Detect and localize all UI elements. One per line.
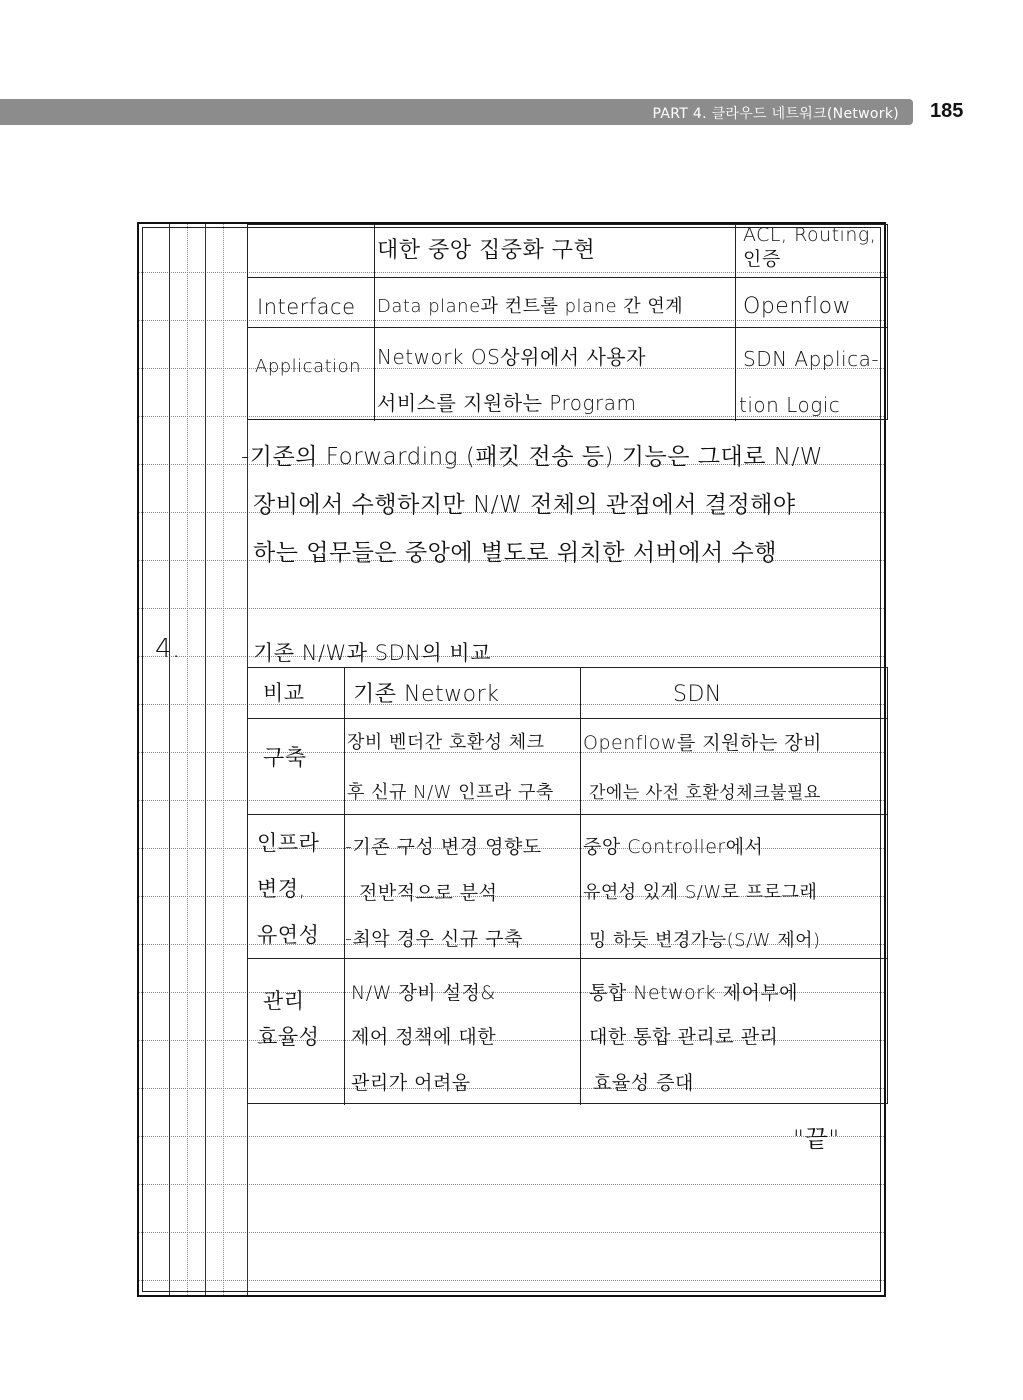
comparison-row1-label: 구축 — [263, 746, 307, 771]
section-number: 4. — [155, 634, 181, 664]
paragraph-line1: -기존의 Forwarding (패킷 전송 등) 기능은 그대로 N/W — [241, 444, 823, 470]
comparison-row2-existing-1: -기존 구성 변경 영향도 — [345, 836, 542, 858]
comparison-row2-sdn-2: 유연성 있게 S/W로 프로그래 — [583, 882, 818, 903]
top-row0-middle: 대한 중앙 집중화 구현 — [377, 238, 596, 263]
comparison-row3-existing-3: 관리가 어려움 — [351, 1072, 471, 1094]
page-number: 185 — [930, 100, 964, 122]
comparison-row1-sdn-1: Openflow를 지원하는 장비 — [583, 732, 822, 754]
comparison-header-existing: 기존 Network — [353, 682, 500, 707]
comparison-row1-sdn-2: 간에는 사전 호환성체크불필요 — [589, 783, 821, 803]
top-row1-left: Interface — [257, 295, 356, 319]
top-row2-middle1: Network OS상위에서 사용자 — [377, 345, 646, 369]
comparison-row2-label-1: 인프라 — [257, 831, 320, 855]
comparison-header-sdn: SDN — [673, 682, 722, 707]
comparison-row3-sdn-3: 효율성 증대 — [593, 1072, 694, 1094]
comparison-row3-existing-2: 제어 정책에 대한 — [351, 1026, 497, 1048]
top-row2-right1: SDN Applica- — [743, 347, 880, 371]
answer-sheet — [137, 222, 886, 1297]
paragraph-line3: 하는 업무들은 중앙에 별도로 위치한 서버에서 수행 — [253, 540, 777, 566]
comparison-row2-sdn-1: 중앙 Controller에서 — [583, 836, 764, 858]
comparison-row2-label-2: 변경, — [257, 877, 306, 901]
comparison-row3-sdn-1: 통합 Network 제어부에 — [589, 982, 799, 1004]
comparison-row2-existing-2: 전반적으로 분석 — [359, 882, 498, 904]
ruled-line — [139, 656, 884, 657]
top-row0-right1: ACL, Routing, — [743, 224, 877, 246]
margin-line — [169, 224, 170, 1295]
comparison-row3-label-2: 효율성 — [257, 1025, 320, 1049]
top-row0-right2: 인증 — [743, 248, 781, 270]
comparison-row2-sdn-3: 밍 하듯 변경가능(S/W 제어) — [589, 930, 821, 951]
comparison-row1-existing-2: 후 신규 N/W 인프라 구축 — [347, 782, 554, 803]
section-title: 기존 N/W과 SDN의 비교 — [253, 641, 491, 665]
top-row1-middle: Data plane과 컨트롤 plane 간 연계 — [377, 296, 684, 317]
header-label: PART 4. 클라우드 네트워크(Network) — [652, 106, 899, 122]
top-row2-left: Application — [255, 356, 362, 377]
margin-line — [205, 224, 206, 1295]
comparison-row2-label-3: 유연성 — [257, 923, 320, 947]
comparison-row3-existing-1: N/W 장비 설정& — [351, 982, 496, 1004]
end-mark: "끝" — [793, 1125, 840, 1153]
comparison-row2-existing-3: -최악 경우 신규 구축 — [345, 928, 523, 950]
paragraph-line2: 장비에서 수행하지만 N/W 전체의 관점에서 결정해야 — [253, 492, 796, 518]
comparison-header-label: 비교 — [263, 681, 305, 705]
ruled-line — [139, 1280, 884, 1281]
ruled-line — [139, 608, 884, 609]
top-row1-right: Openflow — [743, 294, 852, 319]
margin-line — [223, 224, 224, 1295]
header-bar — [0, 99, 913, 125]
margin-line — [187, 224, 188, 1295]
top-row2-middle2: 서비스를 지원하는 Program — [377, 391, 637, 415]
ruled-line — [139, 1184, 884, 1185]
ruled-line — [139, 1136, 884, 1137]
comparison-row3-sdn-2: 대한 통합 관리로 관리 — [589, 1026, 779, 1048]
ruled-line — [139, 1232, 884, 1233]
top-row2-right2: tion Logic — [739, 393, 841, 417]
comparison-row3-label-1: 관리 — [263, 989, 305, 1013]
comparison-row1-existing-1: 장비 벤더간 호환성 체크 — [347, 732, 545, 753]
